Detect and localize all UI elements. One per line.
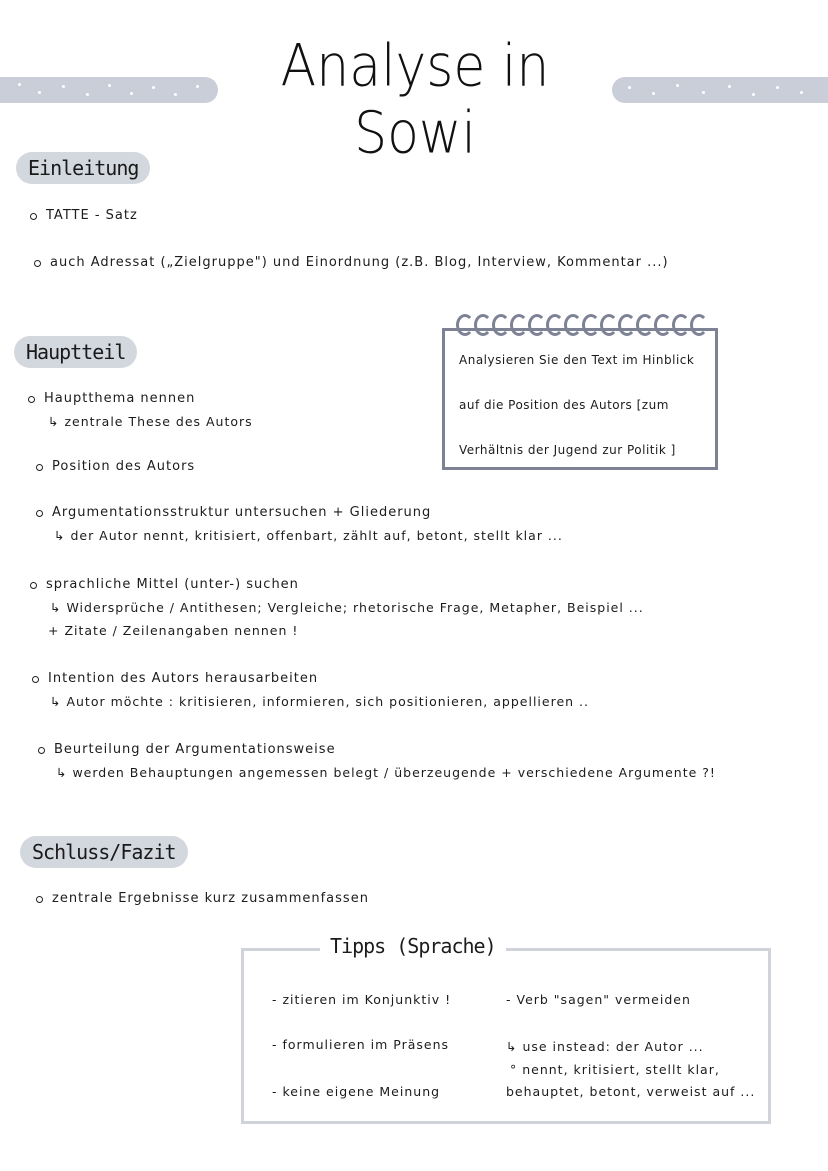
note-line: auf die Position des Autors [zum — [459, 398, 669, 412]
list-item: Argumentationsstruktur untersuchen + Gliederung — [52, 505, 432, 520]
tip-item: behauptet, betont, verweist auf ... — [506, 1084, 756, 1099]
list-item: Hauptthema nennen — [44, 391, 196, 406]
list-item: Position des Autors — [52, 459, 196, 474]
title-decoration-left — [0, 77, 218, 103]
tip-item: - Verb "sagen" vermeiden — [506, 992, 691, 1007]
list-item: auch Adressat („Zielgruppe") und Einordnung (z.B. Blog, Interview, Kommentar ...) — [50, 255, 669, 270]
note-line: Analysieren Sie den Text im Hinblick — [459, 353, 695, 367]
list-subitem: ↳ werden Behauptungen angemessen belegt / überzeugende + verschiedene Argumente ?! — [56, 765, 716, 780]
tip-item: - formulieren im Präsens — [272, 1037, 450, 1052]
list-subitem: ↳ Widersprüche / Antithesen; Vergleiche; rhetorische Frage, Metapher, Beispiel ... — [50, 600, 644, 615]
list-item: zentrale Ergebnisse kurz zusammenfassen — [52, 891, 369, 906]
page-title: Analyse in Sowi — [280, 32, 550, 168]
tips-title: Tipps (Sprache) — [320, 934, 506, 958]
task-note-card — [442, 328, 718, 470]
list-subitem: ↳ der Autor nennt, kritisiert, offenbart, zählt auf, betont, stellt klar ... — [54, 528, 563, 543]
list-item: Beurteilung der Argumentationsweise — [54, 742, 336, 757]
list-subitem: ↳ Autor möchte : kritisieren, informieren, sich positionieren, appellieren .. — [50, 694, 589, 709]
tip-item: ↳ use instead: der Autor ... — [506, 1039, 704, 1054]
heading-schluss: Schluss/Fazit — [20, 836, 188, 868]
list-item: sprachliche Mittel (unter-) suchen — [46, 577, 299, 592]
note-line: Verhältnis der Jugend zur Politik ] — [459, 443, 676, 457]
list-subitem: + Zitate / Zeilenangaben nennen ! — [48, 623, 299, 638]
list-subitem: ↳ zentrale These des Autors — [48, 414, 253, 429]
spiral-binding-icon — [456, 314, 706, 336]
heading-einleitung: Einleitung — [16, 152, 150, 184]
list-item: Intention des Autors herausarbeiten — [48, 671, 319, 686]
tip-item: - zitieren im Konjunktiv ! — [272, 992, 452, 1007]
list-item: TATTE - Satz — [46, 208, 138, 223]
tip-item: ° nennt, kritisiert, stellt klar, — [510, 1062, 720, 1077]
tip-item: - keine eigene Meinung — [272, 1084, 441, 1099]
title-decoration-right — [612, 77, 828, 103]
heading-hauptteil: Hauptteil — [14, 336, 137, 368]
